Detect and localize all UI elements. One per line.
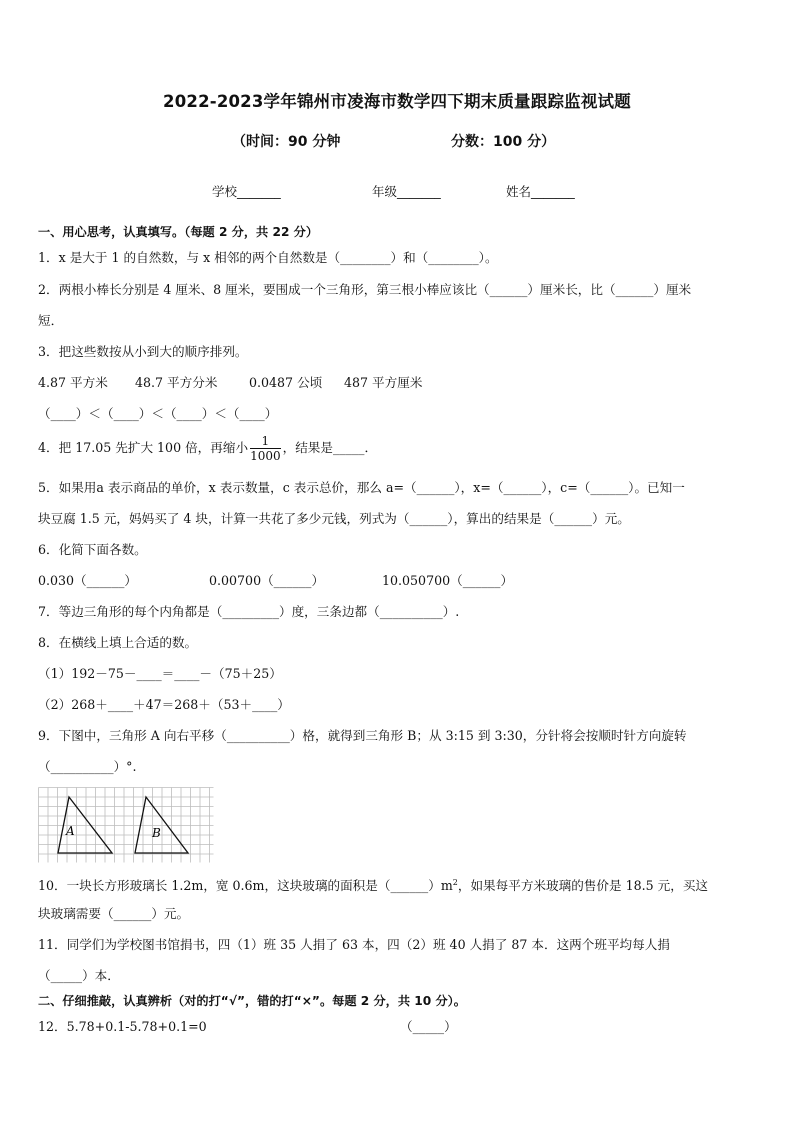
question-10	[38, 875, 708, 894]
q3-item-d: 487 平方厘米	[344, 375, 423, 390]
question-9: 9．下图中，三角形 A 向右平移（__________）格，就得到三角形 B；从 3:15 到 3:30，分针将会按顺时针方向旋转	[38, 728, 687, 743]
grade-field: 年级_______	[372, 184, 441, 199]
triangle-a-label: A	[66, 824, 75, 838]
name-field: 姓名_______	[506, 184, 575, 199]
question-1: 1．x 是大于 1 的自然数，与 x 相邻的两个自然数是（________）和（________）。	[38, 250, 498, 265]
question-8-part-2: （2）268＋____＋47＝268＋（53＋____）	[38, 697, 290, 712]
question-4	[38, 434, 377, 463]
q3-order-blanks: （____）＜（____）＜（____）＜（____）	[38, 406, 278, 421]
question-9-continued: （__________）°.	[38, 759, 137, 774]
grid-svg	[38, 787, 214, 863]
q12-answer-blank: （_____）	[400, 1019, 457, 1034]
question-11: 11．同学们为学校图书馆捐书，四（1）班 35 人捐了 63 本，四（2）班 40 人捐了 87 本．这两个班平均每人捐	[38, 937, 670, 952]
question-12: 12．5.78+0.1-5.78+0.1=0	[38, 1019, 207, 1034]
q4-text-before: 4．把 17.05 先扩大 100 倍，再缩小	[38, 440, 249, 455]
triangle-b-label: B	[152, 826, 161, 840]
total-score: 分数：100 分）	[451, 134, 556, 150]
q6-item-b: 0.00700（______）	[209, 573, 325, 588]
question-10-continued: 块玻璃需要（______）元。	[38, 906, 190, 921]
q10-text-after: ，如果每平方米玻璃的售价是 18.5 元，买这	[457, 878, 709, 894]
question-7: 7．等边三角形的每个内角都是（_________）度，三条边都（__________）.	[38, 604, 460, 619]
q3-item-c: 0.0487 公顷	[249, 375, 323, 390]
section-1-heading: 一、用心思考，认真填写。（每题 2 分，共 22 分）	[38, 225, 319, 239]
time-limit: （时间：90 分钟	[232, 134, 341, 150]
section-2-heading: 二、仔细推敲，认真辨析（对的打“√”，错的打“×”。每题 2 分，共 10 分）。	[38, 994, 466, 1008]
question-8: 8．在横线上填上合适的数。	[38, 635, 198, 650]
q4-text-after: ，结果是_____．	[282, 440, 378, 455]
q10-text-before: 10．一块长方形玻璃长 1.2m，宽 0.6m，这块玻璃的面积是（______）m	[38, 878, 453, 894]
fraction	[250, 434, 281, 463]
q3-item-b: 48.7 平方分米	[135, 375, 218, 390]
question-5-continued: 块豆腐 1.5 元，妈妈买了 4 块，计算一共花了多少元钱，列式为（______），算出的结果是（______）元。	[38, 511, 630, 526]
q3-item-a: 4.87 平方米	[38, 375, 108, 390]
fraction-denominator: 1000	[250, 449, 281, 463]
triangle-grid-figure	[38, 787, 214, 863]
fraction-numerator: 1	[250, 434, 281, 449]
question-2-continued: 短．	[38, 313, 64, 328]
question-11-continued: （_____）本．	[38, 968, 120, 983]
school-field: 学校_______	[212, 184, 281, 199]
question-8-part-1: （1）192－75－____＝____－（75＋25）	[38, 666, 282, 681]
question-6: 6．化简下面各数。	[38, 542, 147, 557]
question-2: 2．两根小棒长分别是 4 厘米、8 厘米，要围成一个三角形，第三根小棒应该比（______）厘米长，比（______）厘米	[38, 282, 692, 297]
question-5: 5．如果用a 表示商品的单价，x 表示数量，c 表示总价，那么 a=（______），x=（______），c=（______）。已知一	[38, 480, 685, 495]
q6-item-c: 10.050700（______）	[382, 573, 514, 588]
question-3: 3．把这些数按从小到大的顺序排列。	[38, 344, 248, 359]
q10-superscript: 2	[452, 878, 458, 887]
exam-title: 2022-2023学年锦州市凌海市数学四下期末质量跟踪监视试题	[163, 92, 631, 111]
q6-item-a: 0.030（______）	[38, 573, 138, 588]
